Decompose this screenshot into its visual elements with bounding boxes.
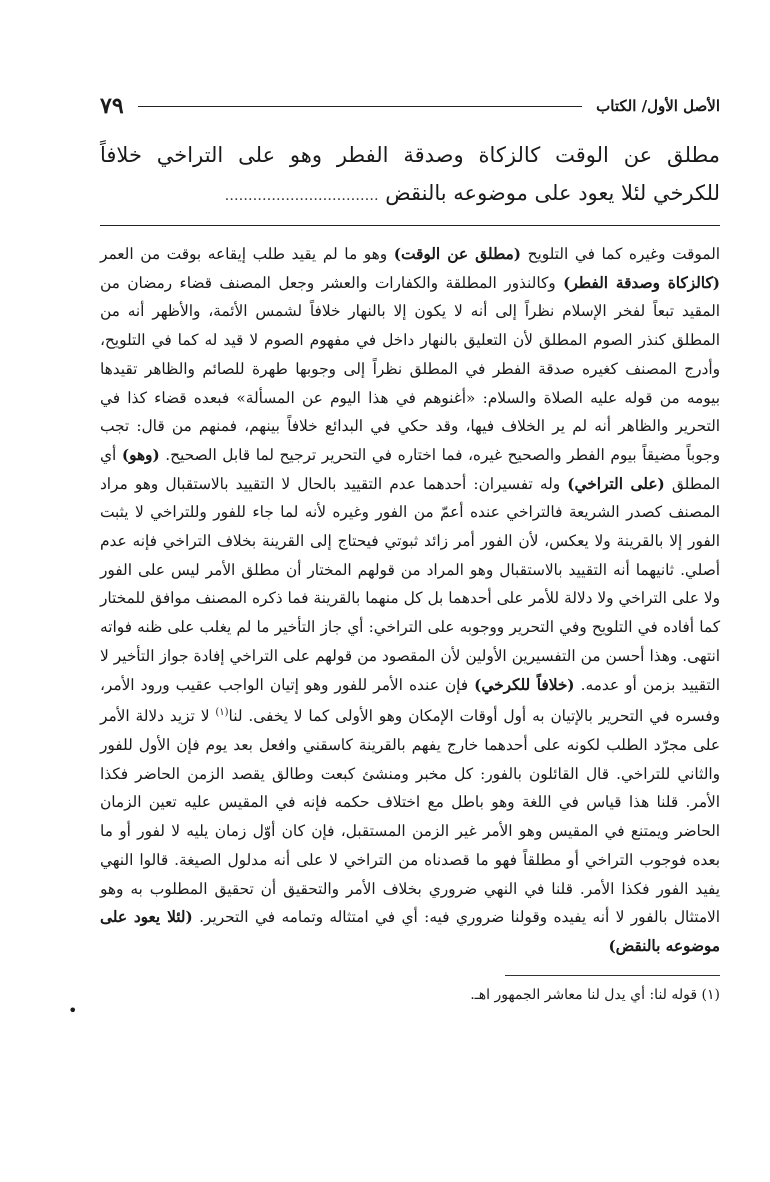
quoted-lemma: (خلافاً للكرخي) bbox=[474, 675, 575, 694]
page-number: ٧٩ bbox=[100, 93, 124, 119]
quoted-lemma: (وهو) bbox=[121, 445, 160, 464]
quoted-lemma: (على التراخي) bbox=[567, 474, 665, 493]
quoted-lemma: (مطلق عن الوقت) bbox=[393, 245, 521, 263]
commentary-segment: أي المطلق bbox=[100, 445, 720, 493]
commentary-segment: وله تفسيران: أحدهما عدم التقييد بالحال لا التقييد بالاستقبال وهو مراد المصنف كصدر الشريعة فالتراخي عنده أعمّ من الفور وغيره لأنه لما جاء للفور وللتراخي لا يثبت الفور إلا بالقرينة ولا يعكس، لأن الفور أمر زائد ثبوتي فيحتاج إلى القرينة بخلاف التراخي فإنه عدم أصلي. ثانيهما أنه التقييد بالاستقبال وهو المراد من قولهم المختار أن مطلق الأمر ليس على الفور ولا على التراخي ولا دلالة للأمر على أحدهما بل كل منهما بالقرينة فما ذكره المصنف موافق للمختار كما أفاده في التلويح وفي التحرير ووجوبه على التراخي: أي جاز التأخير ما لم يغلب على ظنه فواته انتهى. وهذا أحسن من التفسيرين الأولين لأن المقصود من قولهم على التراخي إفادة جواز التأخير لا التقييد بزمن أو عدمه. bbox=[100, 474, 720, 694]
matn-separator bbox=[100, 225, 720, 226]
matn-body: مطلق عن الوقت كالزكاة وصدقة الفطر وهو على التراخي خلافاً للكرخي لئلا يعود على موضوعه بالنقض bbox=[100, 143, 720, 205]
margin-dot: • bbox=[68, 1001, 78, 1020]
commentary-text bbox=[100, 240, 720, 961]
matn-text bbox=[100, 136, 720, 215]
book-page bbox=[100, 88, 720, 1148]
footnote-separator bbox=[505, 975, 720, 976]
quoted-lemma: (لئلا يعود على موضوعه بالنقض) bbox=[100, 908, 720, 955]
commentary-segment: فإن عنده الأمر للفور وهو إتيان الواجب عقيب ورود الأمر، وفسره في التحرير بالإتيان به أول أوقات الإمكان وهو الأولى كما لا يخفى. لنا bbox=[100, 675, 720, 726]
commentary-segment: وكالنذور المطلقة والكفارات والعشر وجعل المصنف قضاء رمضان من المقيد تبعاً لفخر الإسلام نظراً إلى أنه لا يكون إلا بالنهار خلافاً لشمس الأئمة، والأظهر أنه من المطلق كنذر الصوم المطلق لأن التعليق بالنهار داخل في مفهوم الصوم لا قيد له كما في التلويح، وأدرج المصنف كغيره صدقة الفطر في المطلق نظراً إلى وجوبها طهرة للصائم والظاهر تقيدها بيومه من قوله عليه الصلاة والسلام: «أغنوهم في هذا اليوم عن المسألة» فبعده قضاء كذا في التحرير والظاهر أنه لم ير الخلاف فيها، وقد حكي في البدائع خلافاً بينهم، فمنهم من قال: تجب وجوباً مضيقاً بيوم الفطر والصحيح غيره، فما اختاره في التحرير ترجيح لما قابل الصحيح. bbox=[100, 273, 721, 464]
commentary-segment: الموقت وغيره كما في التلويح bbox=[520, 245, 721, 263]
quoted-lemma: (كالزكاة وصدقة الفطر) bbox=[563, 273, 720, 292]
header-rule bbox=[138, 106, 583, 107]
commentary-segment: لا تزيد دلالة الأمر على مجرّد الطلب لكونه على أحدهما خارج يفهم بالقرينة كاسقني وافعل بعد يوم فإن الأول للفور والثاني للتراخي. قال القائلون بالفور: كل مخبر ومنشئ كبعت وطالق يقصد الزمن الحاضر فكذا الأمر. قلنا هذا قياس في اللغة وهو باطل مع اختلاف حكمه فإنه في المقيس عليه تعين الزمان الحاضر ويمتنع في المقيس وهو الأمر غير الزمن المستقبل، فإن كان أوّل زمان يليه لا لفور أو ما بعده فوجوب التراخي أو مطلقاً فهو ما قصدناه من التراخي لا على أنه مدلول الصيغة. قالوا النهي يفيد الفور فكذا الأمر. قلنا في النهي ضروري بخلاف الأمر والتحقيق أن تحقيق المطلوب به وهو الامتثال بالفور لا أنه يفيده وقولنا ضروري فيه: أي في امتثاله وتمامه في التحرير. bbox=[100, 707, 720, 927]
dot-leader: …………………………… bbox=[224, 188, 379, 204]
running-title: الأصل الأول/ الكتاب bbox=[596, 97, 720, 115]
commentary-segment: وهو ما لم يقيد طلب إيقاعه بوقت من العمر bbox=[100, 245, 394, 263]
footnote-text: قوله لنا: أي يدل لنا معاشر الجمهور اهـ. bbox=[470, 986, 698, 1003]
page-header bbox=[100, 88, 720, 124]
footnote-reference: (١) bbox=[215, 707, 229, 719]
footnote-marker: (١) bbox=[701, 986, 720, 1003]
footnote bbox=[100, 984, 720, 1006]
